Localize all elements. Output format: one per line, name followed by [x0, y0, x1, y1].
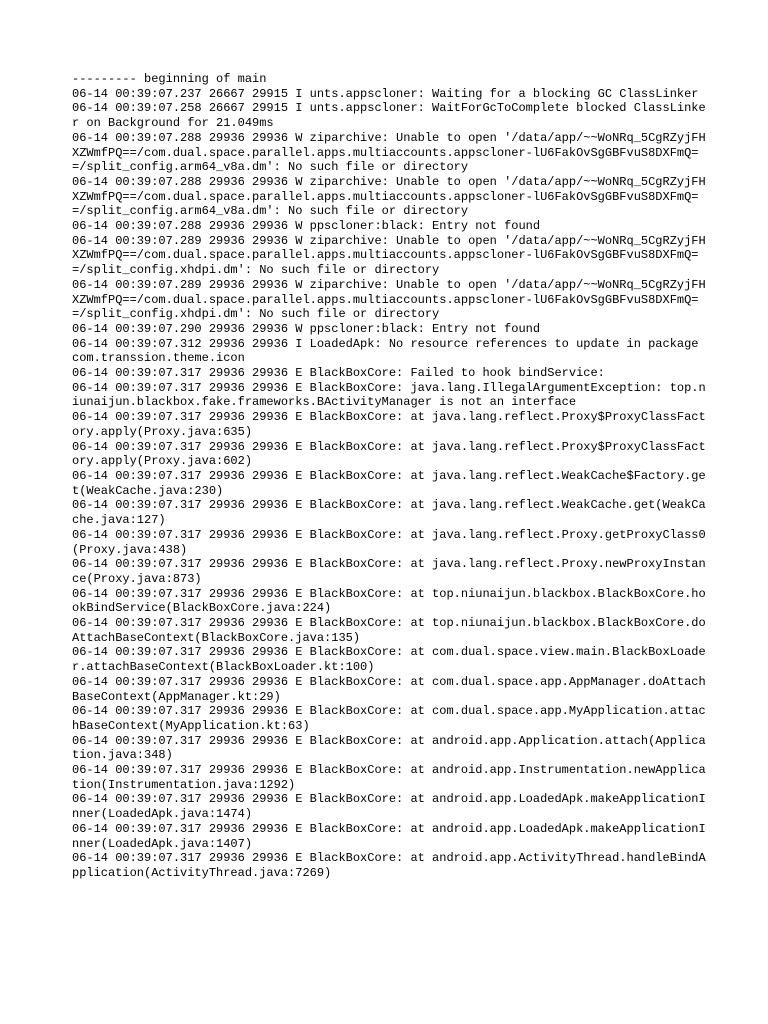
log-line: 06-14 00:39:07.317 29936 29936 E BlackBoxCore: at java.lang.reflect.Proxy.getProxyClass0(Proxy.java:438): [72, 527, 706, 557]
log-line: 06-14 00:39:07.290 29936 29936 W ppscloner:black: Entry not found: [72, 321, 541, 336]
log-line: 06-14 00:39:07.317 29936 29936 E BlackBoxCore: at java.lang.reflect.Proxy$ProxyClassFactory.apply(Proxy.java:602): [72, 439, 706, 469]
log-document: [72, 72, 712, 881]
log-line: 06-14 00:39:07.317 29936 29936 E BlackBoxCore: at com.dual.space.view.main.BlackBoxLoader.attachBaseContext(BlackBoxLoader.kt:100): [72, 645, 706, 675]
log-line: 06-14 00:39:07.258 26667 29915 I unts.appscloner: WaitForGcToComplete blocked ClassLinker on Background for 21.049ms: [72, 101, 706, 131]
log-line: 06-14 00:39:07.312 29936 29936 I LoadedApk: No resource references to update in package com.transsion.theme.icon: [72, 336, 706, 366]
log-line: 06-14 00:39:07.317 29936 29936 E BlackBoxCore: at top.niunaijun.blackbox.BlackBoxCore.doAttachBaseContext(BlackBoxCore.java:135): [72, 616, 706, 645]
log-line: 06-14 00:39:07.317 29936 29936 E BlackBoxCore: at java.lang.reflect.Proxy.newProxyInstance(Proxy.java:873): [72, 557, 706, 586]
log-line: 06-14 00:39:07.317 29936 29936 E BlackBoxCore: at java.lang.reflect.Proxy$ProxyClassFactory.apply(Proxy.java:635): [72, 410, 706, 439]
log-line: 06-14 00:39:07.317 29936 29936 E BlackBoxCore: at android.app.Instrumentation.newApplication(Instrumentation.java:1292): [72, 763, 706, 792]
log-line: 06-14 00:39:07.317 29936 29936 E BlackBoxCore: at com.dual.space.app.MyApplication.attachBaseContext(MyApplication.kt:63): [72, 704, 706, 733]
log-line: 06-14 00:39:07.317 29936 29936 E BlackBoxCore: at java.lang.reflect.WeakCache$Factory.get(WeakCache.java:230): [72, 468, 706, 498]
log-line: 06-14 00:39:07.317 29936 29936 E BlackBoxCore: at top.niunaijun.blackbox.BlackBoxCore.hookBindService(BlackBoxCore.java:224): [72, 586, 706, 616]
log-line: 06-14 00:39:07.288 29936 29936 W ziparchive: Unable to open '/data/app/~~WoNRq_5CgRZyjFHXZWmfPQ==/com.dual.space.parallel.apps.multiaccounts.appscloner-lU6FakOvSgGBFvuS8DXFmQ==/split_config.arm64_v8a.dm': No such file or directory: [72, 174, 706, 219]
log-line: 06-14 00:39:07.317 29936 29936 E BlackBoxCore: Failed to hook bindService:: [72, 366, 605, 381]
log-line: 06-14 00:39:07.317 29936 29936 E BlackBoxCore: at android.app.LoadedApk.makeApplicationInner(LoadedApk.java:1407): [72, 821, 706, 851]
log-line: 06-14 00:39:07.289 29936 29936 W ziparchive: Unable to open '/data/app/~~WoNRq_5CgRZyjFHXZWmfPQ==/com.dual.space.parallel.apps.multiaccounts.appscloner-lU6FakOvSgGBFvuS8DXFmQ==/split_config.xhdpi.dm': No such file or directory: [72, 277, 706, 322]
log-line: 06-14 00:39:07.317 29936 29936 E BlackBoxCore: at android.app.LoadedApk.makeApplicationInner(LoadedApk.java:1474): [72, 792, 706, 822]
log-line: 06-14 00:39:07.317 29936 29936 E BlackBoxCore: at java.lang.reflect.WeakCache.get(WeakCache.java:127): [72, 498, 706, 528]
log-line: 06-14 00:39:07.288 29936 29936 W ppscloner:black: Entry not found: [72, 219, 541, 234]
log-line: 06-14 00:39:07.237 26667 29915 I unts.appscloner: Waiting for a blocking GC ClassLinker: [72, 86, 699, 101]
log-line: 06-14 00:39:07.317 29936 29936 E BlackBoxCore: at android.app.ActivityThread.handleBindApplication(ActivityThread.java:7269): [72, 851, 706, 880]
log-line: 06-14 00:39:07.317 29936 29936 E BlackBoxCore: at android.app.Application.attach(Application.java:348): [72, 733, 706, 763]
log-line: --------- beginning of main: [72, 72, 267, 86]
log-line: 06-14 00:39:07.317 29936 29936 E BlackBoxCore: java.lang.IllegalArgumentException: top.niunaijun.blackbox.fake.frameworks.BActivityManager is not an interface: [72, 380, 706, 410]
log-line: 06-14 00:39:07.288 29936 29936 W ziparchive: Unable to open '/data/app/~~WoNRq_5CgRZyjFHXZWmfPQ==/com.dual.space.parallel.apps.multiaccounts.appscloner-lU6FakOvSgGBFvuS8DXFmQ==/split_config.arm64_v8a.dm': No such file or directory: [72, 130, 706, 175]
log-line: 06-14 00:39:07.317 29936 29936 E BlackBoxCore: at com.dual.space.app.AppManager.doAttachBaseContext(AppManager.kt:29): [72, 674, 706, 704]
log-line: 06-14 00:39:07.289 29936 29936 W ziparchive: Unable to open '/data/app/~~WoNRq_5CgRZyjFHXZWmfPQ==/com.dual.space.parallel.apps.multiaccounts.appscloner-lU6FakOvSgGBFvuS8DXFmQ==/split_config.xhdpi.dm': No such file or directory: [72, 233, 706, 278]
